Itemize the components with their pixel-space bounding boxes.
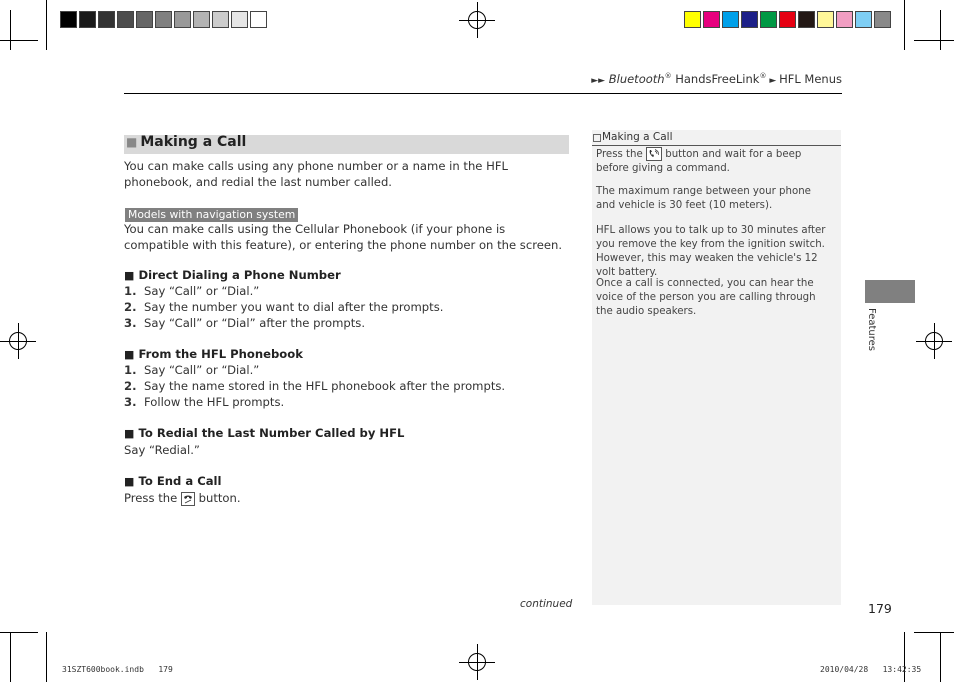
- side-note-text-after: button and wait for a beep before giving a command.: [596, 149, 802, 174]
- step-text: Say “Call” or “Dial” after the prompts.: [144, 316, 366, 330]
- color-swatch: [760, 11, 777, 28]
- color-swatch: [855, 11, 872, 28]
- gray-swatch: [79, 11, 96, 28]
- color-swatch: [817, 11, 834, 28]
- breadcrumb: [560, 72, 842, 86]
- crop-mark: [46, 632, 47, 682]
- registration-target-top: [459, 2, 495, 38]
- gray-swatch: [155, 11, 172, 28]
- print-footer-file: 31SZT600book.indb 179: [62, 665, 173, 674]
- color-swatch: [722, 11, 739, 28]
- color-swatch: [798, 11, 815, 28]
- gray-swatch: [136, 11, 153, 28]
- step-number: 1.: [124, 284, 137, 298]
- step-text: Follow the HFL prompts.: [144, 395, 285, 409]
- breadcrumb-handsfreelink: HandsFreeLink: [671, 72, 760, 86]
- step-text: Say “Call” or “Dial.”: [144, 284, 260, 298]
- breadcrumb-arrow: ►►: [591, 76, 606, 86]
- color-swatch: [684, 11, 701, 28]
- registration-target-right: [916, 323, 952, 359]
- subheading-marker: ■: [124, 427, 135, 440]
- section-title-text: Making a Call: [140, 134, 247, 150]
- subheading-text: Direct Dialing a Phone Number: [138, 268, 341, 282]
- page-number: 179: [868, 601, 892, 616]
- side-note-paragraph: Once a call is connected, you can hear the voice of the person you are calling through the audio speakers.: [596, 278, 816, 317]
- redial-text: Say “Redial.”: [124, 443, 200, 457]
- note-icon: [593, 134, 601, 142]
- intro-paragraph: You can make calls using any phone number or a name in the HFL phonebook, and redial the last number called.: [124, 159, 508, 189]
- registration-target-bottom: [459, 644, 495, 680]
- color-swatch: [703, 11, 720, 28]
- gray-swatch: [231, 11, 248, 28]
- step-text: Say “Call” or “Dial.”: [144, 363, 260, 377]
- registration-target-left: [0, 323, 36, 359]
- step-number: 2.: [124, 379, 137, 393]
- gray-swatch: [60, 11, 77, 28]
- color-swatch: [779, 11, 796, 28]
- crop-mark: [0, 40, 10, 41]
- list-item: [124, 300, 443, 314]
- subheading-marker: ■: [124, 348, 135, 361]
- subheading-phonebook: [124, 347, 303, 361]
- subheading-end-call: [124, 474, 221, 488]
- crop-mark: [10, 10, 11, 50]
- list-item: [124, 395, 284, 409]
- step-number: 2.: [124, 300, 137, 314]
- color-swatch: [836, 11, 853, 28]
- header-rule: [124, 93, 842, 94]
- crop-mark: [940, 632, 941, 682]
- registered-mark: ®: [759, 72, 767, 81]
- crop-mark: [0, 632, 38, 633]
- side-note-paragraph: [596, 147, 836, 176]
- breadcrumb-arrow: ►: [766, 76, 780, 86]
- gray-swatch: [250, 11, 267, 28]
- crop-mark: [940, 10, 941, 50]
- section-title: [126, 134, 246, 150]
- step-number: 1.: [124, 363, 137, 377]
- breadcrumb-bluetooth: Bluetooth: [608, 72, 665, 86]
- side-note-paragraph: The maximum range between your phone and vehicle is 30 feet (10 meters).: [596, 186, 811, 211]
- step-text: Say the number you want to dial after the prompts.: [144, 300, 444, 314]
- color-swatch: [741, 11, 758, 28]
- gray-swatch: [193, 11, 210, 28]
- models-tag: Models with navigation system: [125, 208, 298, 222]
- list-item: [124, 379, 505, 393]
- crop-mark: [904, 632, 905, 682]
- registered-mark: ®: [664, 72, 672, 81]
- step-number: 3.: [124, 316, 137, 330]
- side-note-title: Making a Call: [602, 131, 673, 143]
- end-call-text: [124, 490, 241, 506]
- crop-mark: [46, 0, 47, 50]
- end-call-text-after: button.: [194, 491, 241, 505]
- subheading-redial: [124, 426, 404, 440]
- side-note-text-before: Press the: [596, 149, 647, 160]
- talk-phone-icon: [646, 147, 662, 161]
- section-marker: ■: [126, 135, 138, 149]
- step-text: Say the name stored in the HFL phonebook after the prompts.: [144, 379, 506, 393]
- print-footer-timestamp: 2010/04/28 13:42:35: [820, 665, 922, 674]
- breadcrumb-current: HFL Menus: [779, 72, 842, 86]
- chapter-tab-label: Features: [866, 308, 877, 351]
- subheading-text: From the HFL Phonebook: [138, 347, 303, 361]
- hang-up-phone-icon: [181, 492, 195, 506]
- chapter-tab: [865, 280, 915, 303]
- subheading-marker: ■: [124, 475, 135, 488]
- step-number: 3.: [124, 395, 137, 409]
- crop-mark: [914, 40, 954, 41]
- color-swatch: [874, 11, 891, 28]
- list-item: [124, 284, 259, 298]
- subheading-marker: ■: [124, 269, 135, 282]
- side-note-paragraph: HFL allows you to talk up to 30 minutes after you remove the key from the ignition switch. However, this may weaken the vehicle's 12 volt battery.: [596, 225, 826, 278]
- gray-swatch: [98, 11, 115, 28]
- list-item: [124, 316, 365, 330]
- continued-label: continued: [520, 598, 573, 610]
- crop-mark: [10, 632, 11, 682]
- gray-swatch: [117, 11, 134, 28]
- crop-mark: [914, 632, 954, 633]
- crop-mark: [904, 0, 905, 50]
- gray-swatch: [212, 11, 229, 28]
- end-call-text-before: Press the: [124, 491, 181, 505]
- subheading-text: To End a Call: [138, 474, 222, 488]
- subheading-text: To Redial the Last Number Called by HFL: [138, 426, 405, 440]
- subheading-direct-dialing: [124, 268, 341, 282]
- gray-swatch: [174, 11, 191, 28]
- nav-paragraph: You can make calls using the Cellular Phonebook (if your phone is compatible with this feature), or entering the phone number on the screen.: [124, 222, 563, 252]
- list-item: [124, 363, 259, 377]
